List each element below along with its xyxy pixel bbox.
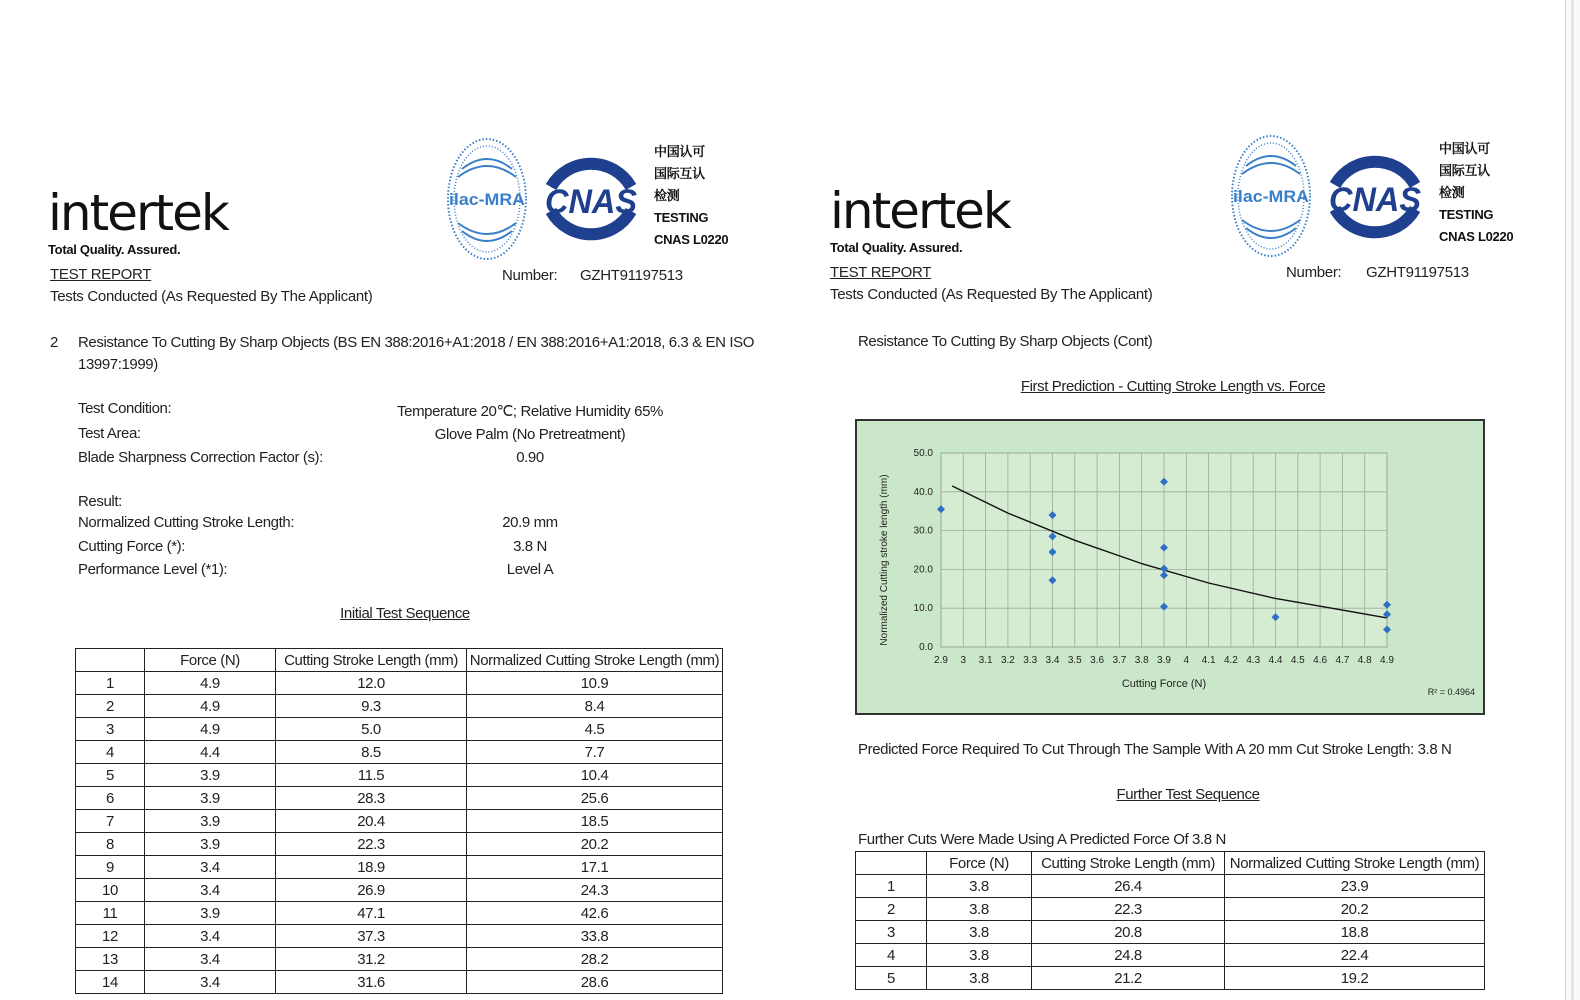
cnas-logo-icon: [543, 143, 639, 253]
table-cell: 37.3: [276, 925, 467, 948]
header-force: Force (N): [145, 649, 276, 672]
number-label: Number:: [502, 267, 558, 284]
table-cell: 4.4: [145, 741, 276, 764]
chart-title: First Prediction - Cutting Stroke Length vs. Force: [1020, 378, 1326, 395]
table-row: [76, 741, 723, 764]
report-title: TEST REPORT: [830, 264, 932, 281]
y-tick-label: 50.0: [913, 448, 933, 459]
table-row: [76, 764, 723, 787]
table-cell: 3.4: [145, 971, 276, 994]
table-cell: 47.1: [276, 902, 467, 925]
x-tick-label: 4.4: [1268, 655, 1283, 666]
x-tick-label: 3.5: [1067, 655, 1082, 666]
table-cell: 20.4: [276, 810, 467, 833]
table-cell: 1: [76, 672, 145, 695]
table-cell: 3: [76, 718, 145, 741]
header-normalized-length: Normalized Cutting Stroke Length (mm): [1225, 852, 1485, 875]
table-cell: 20.2: [1225, 898, 1485, 921]
section-title-line-2: 13997:1999): [78, 356, 158, 373]
table-row: [76, 879, 723, 902]
x-tick-label: 3.2: [1000, 655, 1015, 666]
brand-tagline: Total Quality. Assured.: [48, 242, 181, 257]
table-cell: 10.4: [467, 764, 723, 787]
table-header-row: [856, 852, 1485, 875]
table-row: [76, 810, 723, 833]
cn-line-2: 国际互认: [654, 166, 705, 181]
table-cell: 28.3: [276, 787, 467, 810]
header-index: [856, 852, 927, 875]
table-cell: 4: [856, 944, 927, 967]
table-row: [76, 833, 723, 856]
test-area-value: Glove Palm (No Pretreatment): [434, 426, 626, 443]
report-number: GZHT91197513: [580, 267, 683, 284]
x-tick-label: 4.7: [1335, 655, 1350, 666]
table-cell: 3.4: [145, 925, 276, 948]
testing-label: TESTING: [654, 210, 709, 225]
table-cell: 11: [76, 902, 145, 925]
table-row: [856, 944, 1485, 967]
cn-line-3: 检测: [1439, 185, 1465, 200]
table-cell: 4.5: [467, 718, 723, 741]
report-title: TEST REPORT: [50, 266, 152, 283]
table-cell: 3.8: [927, 921, 1032, 944]
table-header-row: [76, 649, 723, 672]
cnas-logo-icon: [1327, 141, 1423, 251]
predicted-force-text: Predicted Force Required To Cut Through The Sample With A 20 mm Cut Stroke Length: 3.8 N: [858, 741, 1452, 758]
report-number: GZHT91197513: [1366, 264, 1469, 281]
cnas-accreditation-text: [1439, 138, 1513, 248]
cnas-code: CNAS L0220: [1439, 229, 1514, 244]
x-tick-label: 4.1: [1201, 655, 1216, 666]
table-cell: 25.6: [467, 787, 723, 810]
x-tick-label: 4.6: [1313, 655, 1328, 666]
header-force: Force (N): [927, 852, 1032, 875]
testing-label: TESTING: [1439, 207, 1494, 222]
x-tick-label: 3.7: [1112, 655, 1127, 666]
table-cell: 12.0: [276, 672, 467, 695]
table-cell: 19.2: [1225, 967, 1485, 990]
further-caption: Further Cuts Were Made Using A Predicted Force Of 3.8 N: [858, 831, 1226, 848]
table-cell: 14: [76, 971, 145, 994]
further-sequence-title: Further Test Sequence: [1116, 786, 1260, 803]
x-tick-label: 4.8: [1357, 655, 1372, 666]
brand-name: intertek: [830, 182, 1010, 240]
test-area-label: Test Area:: [78, 425, 141, 442]
cn-line-1: 中国认可: [654, 144, 705, 159]
section-title-line-1: Resistance To Cutting By Sharp Objects (BS EN 388:2016+A1:2018 / EN 388:2016+A1:2018, 6.3 & EN ISO: [78, 334, 754, 351]
x-tick-label: 3.1: [978, 655, 993, 666]
cnas-label: CNAS: [1329, 181, 1422, 219]
report-subtitle: Tests Conducted (As Requested By The Applicant): [50, 288, 373, 305]
table-cell: 1: [856, 875, 927, 898]
x-tick-label: 3: [960, 655, 967, 666]
table-cell: 5: [856, 967, 927, 990]
table-row: [76, 856, 723, 879]
table-cell: 5.0: [276, 718, 467, 741]
cutting-force-value: 3.8 N: [513, 538, 547, 555]
table-cell: 18.9: [276, 856, 467, 879]
table-row: [76, 718, 723, 741]
x-tick-label: 3.4: [1045, 655, 1060, 666]
intertek-logo: [830, 182, 1010, 255]
table-cell: 3: [856, 921, 927, 944]
ilac-mra-seal-icon: [1230, 134, 1312, 258]
x-tick-label: 4: [1183, 655, 1190, 666]
table-cell: 22.3: [1032, 898, 1225, 921]
blade-factor-value: 0.90: [516, 449, 544, 466]
table-row: [76, 925, 723, 948]
table-cell: 3.9: [145, 902, 276, 925]
table-cell: 4.9: [145, 695, 276, 718]
normalized-length-value: 20.9 mm: [502, 514, 558, 531]
cnas-code: CNAS L0220: [654, 232, 729, 247]
brand-tagline: Total Quality. Assured.: [830, 240, 963, 255]
table-cell: 26.4: [1032, 875, 1225, 898]
table-cell: 8: [76, 833, 145, 856]
table-cell: 18.8: [1225, 921, 1485, 944]
table-row: [76, 971, 723, 994]
table-cell: 3.8: [927, 875, 1032, 898]
table-cell: 3.8: [927, 898, 1032, 921]
report-page-right: [790, 0, 1550, 1000]
x-tick-label: 4.9: [1380, 655, 1394, 666]
table-cell: 3.9: [145, 833, 276, 856]
table-row: [856, 875, 1485, 898]
table-cell: 20.8: [1032, 921, 1225, 944]
y-axis-label: Normalized Cutting stroke length (mm): [879, 474, 890, 646]
section-number: 2: [50, 334, 58, 351]
table-cell: 3.4: [145, 879, 276, 902]
x-tick-label: 4.2: [1223, 655, 1238, 666]
table-cell: 26.9: [276, 879, 467, 902]
table-cell: 10: [76, 879, 145, 902]
brand-name: intertek: [48, 184, 228, 242]
table-cell: 6: [76, 787, 145, 810]
table-cell: 31.6: [276, 971, 467, 994]
cnas-label: CNAS: [545, 183, 638, 221]
result-heading: Result:: [78, 493, 122, 510]
ilac-mra-seal-icon: [446, 137, 528, 261]
header-stroke-length: Cutting Stroke Length (mm): [1032, 852, 1225, 875]
table-cell: 3.8: [927, 967, 1032, 990]
table-cell: 2: [76, 695, 145, 718]
table-cell: 3.4: [145, 856, 276, 879]
y-tick-label: 30.0: [913, 525, 933, 537]
page-scrollbar[interactable]: [1565, 0, 1580, 1000]
table-cell: 28.2: [467, 948, 723, 971]
y-tick-label: 0.0: [919, 642, 933, 653]
table-cell: 8.5: [276, 741, 467, 764]
table-cell: 4.9: [145, 672, 276, 695]
intertek-logo: [48, 184, 228, 257]
table-cell: 17.1: [467, 856, 723, 879]
y-tick-label: 10.0: [913, 603, 933, 615]
table-cell: 3.9: [145, 764, 276, 787]
performance-level-label: Performance Level (*1):: [78, 561, 228, 578]
cnas-accreditation-text: [654, 141, 728, 251]
y-tick-label: 40.0: [913, 486, 933, 498]
table-cell: 3.9: [145, 787, 276, 810]
table-cell: 3.8: [927, 944, 1032, 967]
table-row: [856, 967, 1485, 990]
x-tick-label: 3.3: [1023, 655, 1038, 666]
table-cell: 2: [856, 898, 927, 921]
x-tick-label: 4.5: [1290, 655, 1305, 666]
ilac-label: ilac-MRA: [449, 190, 525, 209]
section-title-cont: Resistance To Cutting By Sharp Objects (Cont): [858, 333, 1153, 350]
header-normalized-length: Normalized Cutting Stroke Length (mm): [467, 649, 723, 672]
table-row: [856, 921, 1485, 944]
table-cell: 24.8: [1032, 944, 1225, 967]
table-row: [76, 672, 723, 695]
table-cell: 8.4: [467, 695, 723, 718]
performance-level-value: Level A: [506, 561, 554, 578]
table-cell: 42.6: [467, 902, 723, 925]
initial-test-table: [75, 648, 723, 994]
table-cell: 21.2: [1032, 967, 1225, 990]
table-cell: 12: [76, 925, 145, 948]
cn-line-1: 中国认可: [1439, 141, 1490, 156]
initial-sequence-title: Initial Test Sequence: [340, 605, 470, 622]
condition-label: Test Condition:: [78, 400, 172, 417]
further-test-table: [855, 851, 1485, 990]
y-tick-label: 20.0: [913, 564, 933, 576]
table-cell: 22.3: [276, 833, 467, 856]
table-cell: 4: [76, 741, 145, 764]
table-cell: 24.3: [467, 879, 723, 902]
table-cell: 3.4: [145, 948, 276, 971]
x-tick-label: 2.9: [934, 655, 948, 666]
cn-line-2: 国际互认: [1439, 163, 1490, 178]
header-index: [76, 649, 145, 672]
table-row: [856, 898, 1485, 921]
table-row: [76, 902, 723, 925]
x-tick-label: 4.3: [1246, 655, 1261, 666]
r-squared-label: R² = 0.4964: [1427, 687, 1475, 697]
table-cell: 22.4: [1225, 944, 1485, 967]
normalized-length-label: Normalized Cutting Stroke Length:: [78, 514, 295, 531]
table-row: [76, 695, 723, 718]
table-cell: 13: [76, 948, 145, 971]
table-cell: 5: [76, 764, 145, 787]
table-cell: 10.9: [467, 672, 723, 695]
table-cell: 7.7: [467, 741, 723, 764]
table-row: [76, 948, 723, 971]
blade-factor-label: Blade Sharpness Correction Factor (s):: [78, 449, 323, 466]
x-tick-label: 3.9: [1157, 655, 1171, 666]
cn-line-3: 检测: [654, 188, 680, 203]
table-cell: 9.3: [276, 695, 467, 718]
table-cell: 28.6: [467, 971, 723, 994]
number-label: Number:: [1286, 264, 1342, 281]
report-page-left: [0, 0, 780, 1000]
table-cell: 31.2: [276, 948, 467, 971]
table-cell: 7: [76, 810, 145, 833]
cutting-force-label: Cutting Force (*):: [78, 538, 185, 555]
table-cell: 9: [76, 856, 145, 879]
report-subtitle: Tests Conducted (As Requested By The Applicant): [830, 286, 1153, 303]
table-cell: 4.9: [145, 718, 276, 741]
table-cell: 33.8: [467, 925, 723, 948]
x-tick-label: 3.8: [1134, 655, 1149, 666]
chart-canvas: [857, 421, 1483, 713]
table-cell: 20.2: [467, 833, 723, 856]
prediction-chart: [855, 419, 1485, 715]
header-stroke-length: Cutting Stroke Length (mm): [276, 649, 467, 672]
x-axis-label: Cutting Force (N): [1121, 678, 1207, 690]
condition-value: Temperature 20℃; Relative Humidity 65%: [397, 403, 663, 420]
table-cell: 23.9: [1225, 875, 1485, 898]
table-cell: 18.5: [467, 810, 723, 833]
x-tick-label: 3.6: [1090, 655, 1105, 666]
table-cell: 11.5: [276, 764, 467, 787]
table-cell: 3.9: [145, 810, 276, 833]
ilac-label: ilac-MRA: [1233, 187, 1309, 206]
table-row: [76, 787, 723, 810]
